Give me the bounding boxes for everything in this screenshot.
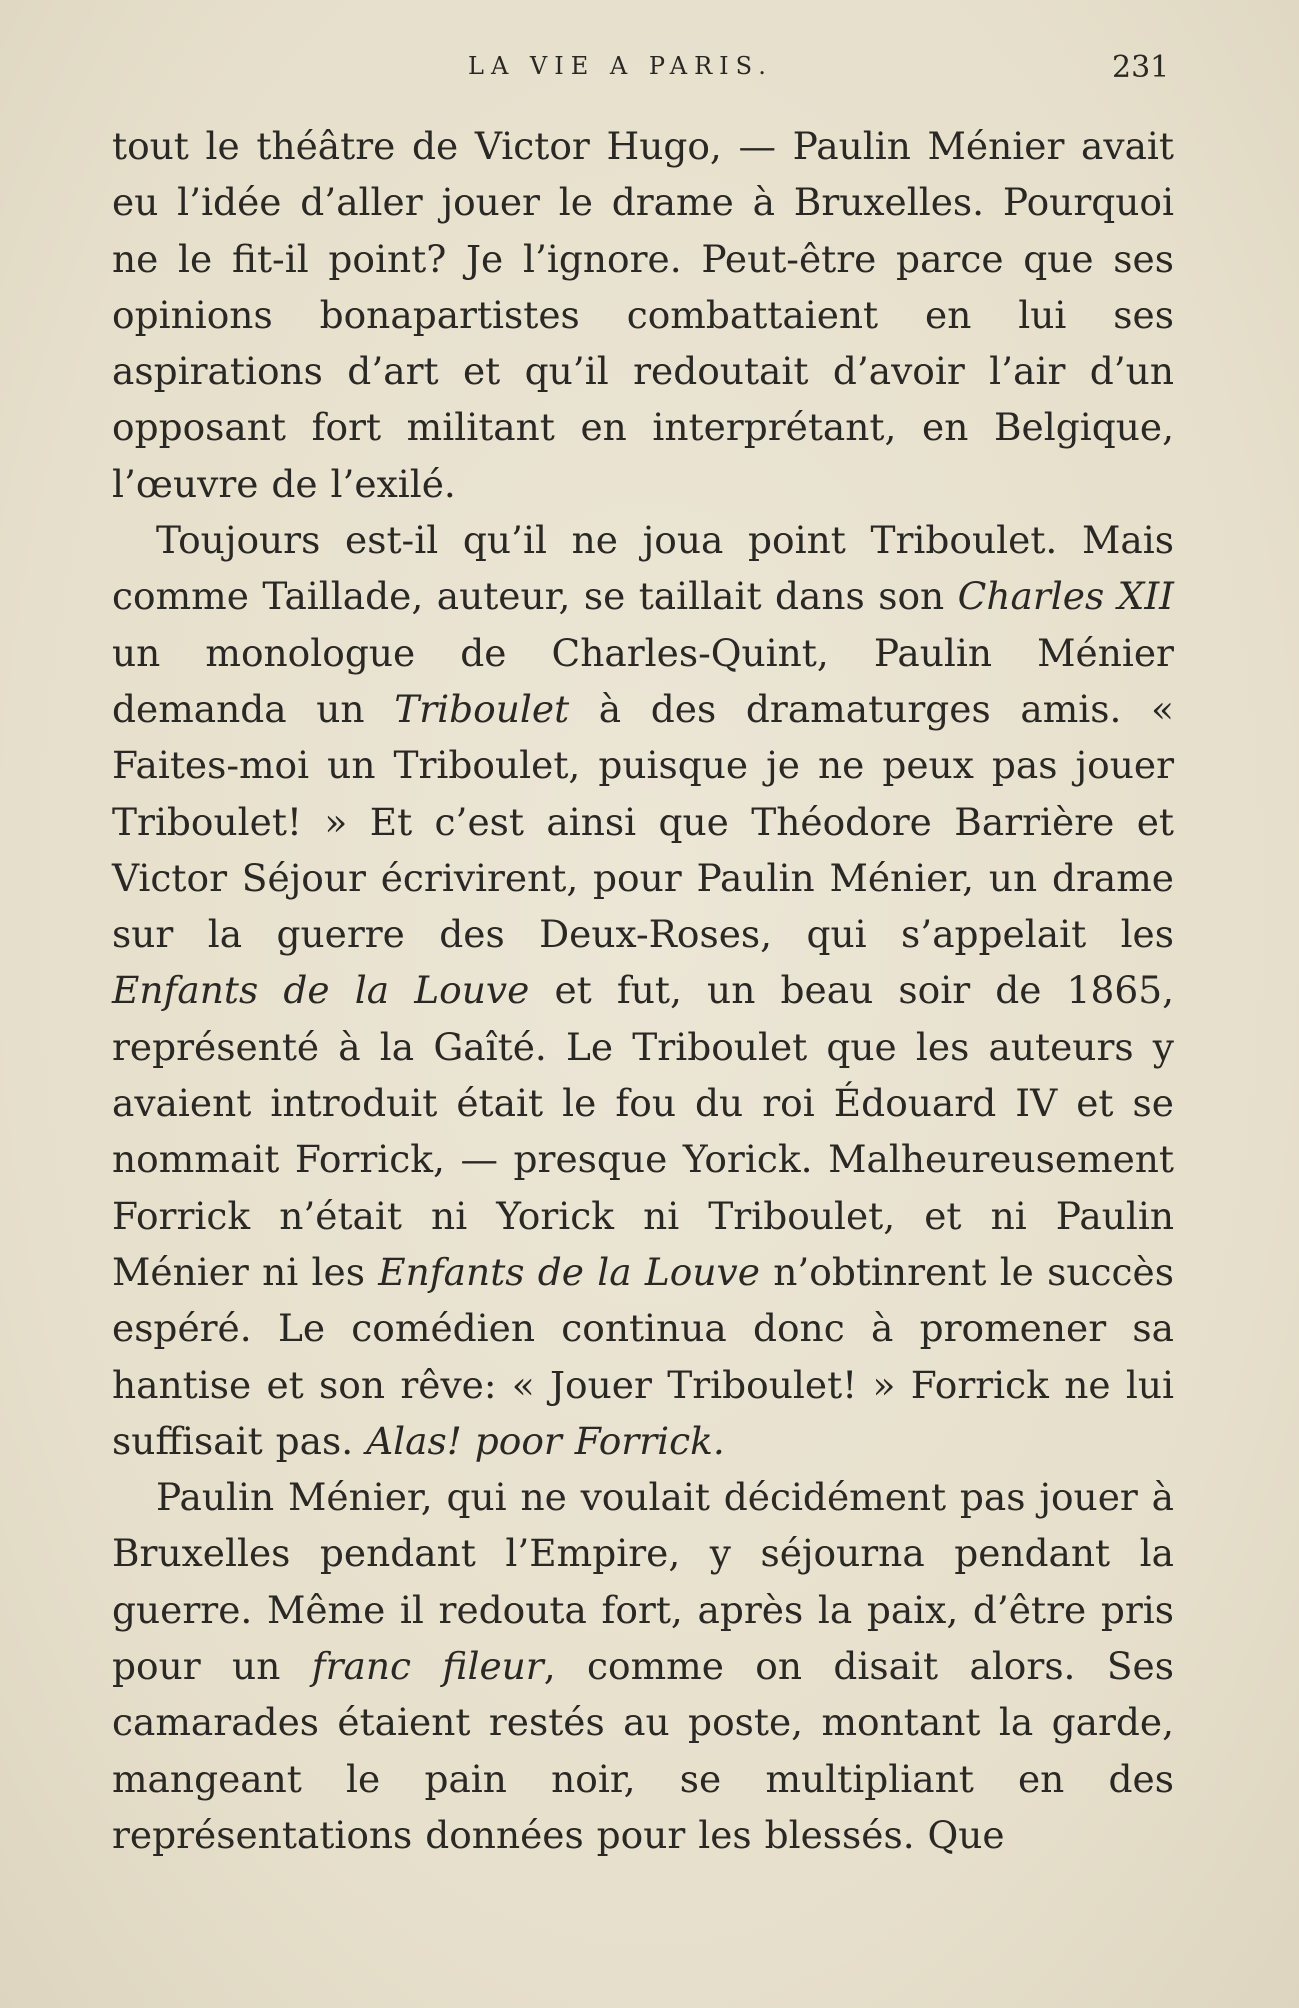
italic-title: Enfants de la Louve [112, 968, 530, 1013]
italic-title: Triboulet [394, 686, 570, 731]
italic-quote: Alas! poor Forrick. [366, 1418, 725, 1463]
italic-title: Charles XII [957, 574, 1174, 619]
text-run: tout le théâtre de Victor Hugo, — Paulin Ménier avait eu l’idée d’aller jouer le drame à Bruxelles. Pourquoi ne le fit-il point? Je l’ignore. Peut-être parce que ses opinions bonapartistes combattaient en lui ses aspirations d’art et qu’il redoutait d’avoir l’air d’un opposant fort militant en interprétant, en Belgique, l’œuvre de l’exilé. [112, 124, 1174, 506]
paragraph [112, 1469, 1174, 1863]
paragraph [112, 118, 1174, 512]
page-number: 231 [1112, 50, 1170, 85]
running-header [0, 52, 1299, 92]
italic-phrase: franc fileur [311, 1644, 544, 1689]
body-text [112, 118, 1174, 1863]
text-run: Paulin Ménier, qui ne voulait décidément pas jouer à Bruxelles pendant l’Empire, y séjourna pendant la guerre. Même il redouta fort, après la paix, d’être pris pour un [112, 1475, 1174, 1689]
paragraph [112, 512, 1174, 1469]
text-run: et fut, un beau soir de 1865, représenté à la Gaîté. Le Triboulet que les auteurs y avaient introduit était le fou du roi Édouard IV et se nommait Forrick, — presque Yorick. Malheureusement Forrick n’était ni Yorick ni Triboulet, et ni Paulin Ménier ni les [112, 968, 1175, 1294]
text-run: n’obtinrent le succès espéré. Le comédien continua donc à promener sa hantise et son rêve: « Jouer Triboulet! » Forrick ne lui suffisait pas. [112, 1249, 1174, 1463]
running-title: LA VIE A PARIS. [468, 52, 773, 80]
italic-title: Enfants de la Louve [378, 1249, 760, 1294]
text-run: un monologue de Charles-Quint, Paulin Ménier demanda un [112, 630, 1174, 731]
text-run: , comme on disait alors. Ses camarades étaient restés au poste, montant la garde, mangeant le pain noir, se multipliant en des représentations données pour les blessés. Que [112, 1644, 1174, 1857]
text-run: Toujours est-il qu’il ne joua point Triboulet. Mais comme Taillade, auteur, se taillait dans son [112, 518, 1174, 619]
text-run: à des dramaturges amis. « Faites-moi un Triboulet, puisque je ne peux pas jouer Triboulet! » Et c’est ainsi que Théodore Barrière et Victor Séjour écrivirent, pour Paulin Ménier, un drame sur la guerre des Deux-Roses, qui s’appelait les [112, 686, 1174, 957]
